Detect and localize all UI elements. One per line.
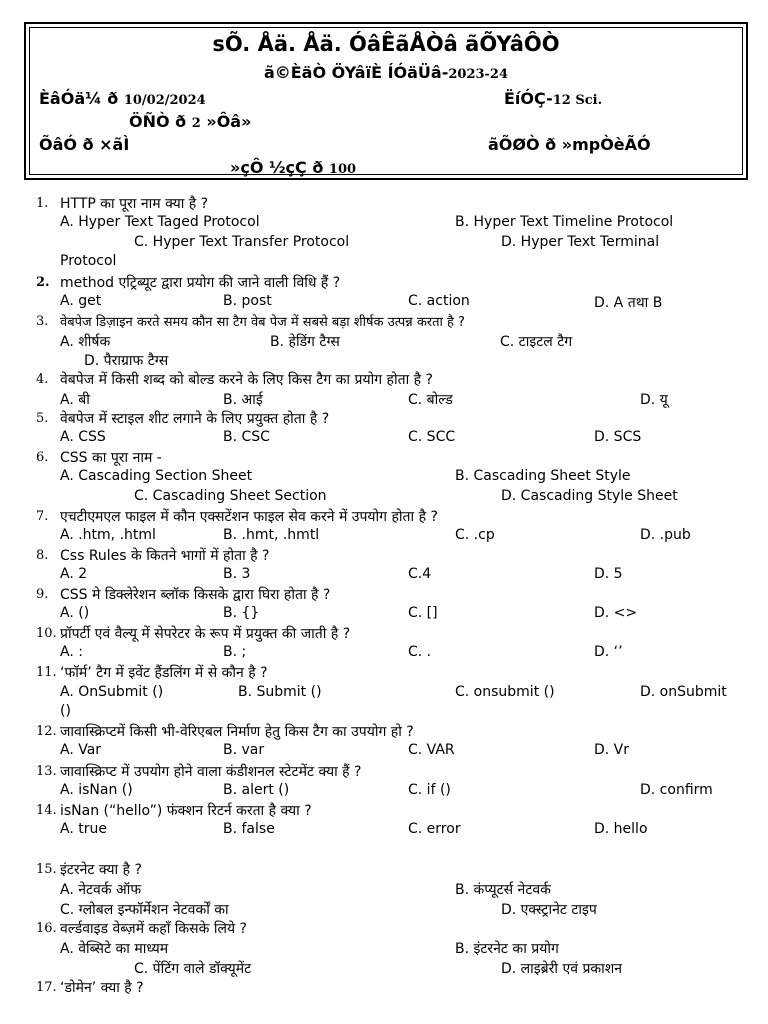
option: A. बी bbox=[60, 392, 90, 408]
date-value: 10/02/2024 bbox=[123, 93, 206, 108]
option: D. A तथा B bbox=[594, 295, 663, 311]
question-number: 14. bbox=[36, 803, 57, 818]
question-text: CSS मे डिक्लेरेशन ब्लॉक किसके द्वारा घिरा होता है ? bbox=[60, 587, 331, 603]
subject-row bbox=[129, 112, 251, 131]
option: A. वेब्सिटे का माध्यम bbox=[60, 941, 169, 957]
subject-name: »Ôâ» bbox=[206, 112, 252, 131]
option-continuation: Protocol bbox=[60, 253, 117, 269]
question-text: Css Rules के कितने भागों में होता है ? bbox=[60, 548, 270, 564]
option: C. Cascading Sheet Section bbox=[134, 488, 327, 504]
option: C. बोल्ड bbox=[408, 392, 453, 408]
marks-label: »çÔ ½çÇ ð bbox=[230, 158, 324, 177]
class-label: ËíÓÇ- bbox=[504, 89, 553, 108]
class-row bbox=[504, 89, 602, 108]
marks-value: 100 bbox=[328, 162, 357, 177]
option: D. Cascading Style Sheet bbox=[501, 488, 678, 504]
question-text: जावास्क्रिप्टमें किसी भी-वेरिएबल निर्माण हेतु किस टैग का उपयोग हो ? bbox=[60, 724, 414, 740]
option: A. isNan () bbox=[60, 782, 133, 798]
option: D. <> bbox=[594, 605, 638, 621]
option: B. Hyper Text Timeline Protocol bbox=[455, 214, 674, 230]
date-row bbox=[39, 89, 206, 108]
header-inner-border bbox=[29, 27, 743, 175]
date-label: ÈâÓä¼ ð bbox=[39, 89, 119, 108]
option: B. आई bbox=[223, 392, 263, 408]
option: A. () bbox=[60, 605, 90, 621]
option: D. एक्स्ट्रानेट टाइप bbox=[501, 902, 597, 918]
option: B. इंटरनेट का प्रयोग bbox=[455, 941, 559, 957]
question-number: 17. bbox=[36, 980, 57, 995]
question-number: 2. bbox=[36, 275, 50, 290]
name-label: ÕâÓ ð ×ãÌ bbox=[39, 135, 130, 154]
option: B. false bbox=[223, 821, 275, 837]
question-number: 13. bbox=[36, 764, 57, 779]
option: D. hello bbox=[594, 821, 648, 837]
option: A. शीर्षक bbox=[60, 334, 111, 350]
option: B. Submit () bbox=[238, 684, 322, 700]
subject-number: 2 bbox=[191, 116, 201, 131]
option: D. पैराग्राफ टैग्स bbox=[84, 353, 169, 369]
school-name: sÕ. Åä. Åä. ÓâÊãÅÒâ ãÕYâÔÒ bbox=[212, 32, 560, 56]
option: C. action bbox=[408, 293, 470, 309]
question-number: 5. bbox=[36, 411, 49, 426]
option: C. ग्लोबल इन्फॉर्मेशन नेटवर्कों का bbox=[60, 902, 229, 918]
time-label: ãÕØÒ ð »mpÒèÃÓ bbox=[488, 135, 651, 154]
option-continuation: () bbox=[60, 703, 71, 719]
question-text: HTTP का पूरा नाम क्या है ? bbox=[60, 196, 209, 212]
question-text: ‘फॉर्म’ टैग में इवेंट हैंडलिंग में से कौन है ? bbox=[60, 665, 268, 681]
question-number: 6. bbox=[36, 450, 49, 465]
option: C. error bbox=[408, 821, 461, 837]
question-text: जावास्क्रिप्ट में उपयोग होने वाला कंडीशनल स्टेटमेंट क्या हैं ? bbox=[60, 764, 362, 780]
marks-row bbox=[230, 158, 356, 177]
option: C. . bbox=[408, 644, 432, 660]
question-text: वर्ल्डवाइड वेब्ज़में कहाँ किसके लिये ? bbox=[60, 921, 247, 937]
question-number: 3. bbox=[36, 314, 49, 329]
option: D. Vr bbox=[594, 742, 630, 758]
question-number: 4. bbox=[36, 372, 49, 387]
option: B. कंप्यूटर्स नेटवर्क bbox=[455, 882, 551, 898]
question-number: 7. bbox=[36, 509, 49, 524]
option: D. SCS bbox=[594, 429, 642, 445]
question-text: method एट्रिब्यूट द्वारा प्रयोग की जाने वाली विधि हैं ? bbox=[60, 275, 341, 291]
question-number: 11. bbox=[36, 665, 57, 680]
question-text: एचटीएमएल फाइल में कौन एक्सटेंशन फाइल सेव करने में उपयोग होता है ? bbox=[60, 509, 438, 525]
option: B. Cascading Sheet Style bbox=[455, 468, 631, 484]
option: C. [] bbox=[408, 605, 438, 621]
option: A. CSS bbox=[60, 429, 106, 445]
option: C.4 bbox=[408, 566, 432, 582]
option: B. हेडिंग टैग्स bbox=[270, 334, 340, 350]
option: C. Hyper Text Transfer Protocol bbox=[134, 234, 350, 250]
option: D. .pub bbox=[640, 527, 691, 543]
question-text: CSS का पूरा नाम - bbox=[60, 450, 162, 466]
question-number: 1. bbox=[36, 196, 49, 211]
option: B. 3 bbox=[223, 566, 251, 582]
option: C. .cp bbox=[455, 527, 495, 543]
option: C. पेंटिंग वाले डॉक्यूमेंट bbox=[134, 961, 252, 977]
question-text: प्रॉपर्टी एवं वैल्यू में सेपरेटर के रूप में प्रयुक्त की जाती है ? bbox=[60, 626, 351, 642]
option: C. टाइटल टैग bbox=[500, 334, 573, 350]
option: B. {} bbox=[223, 605, 260, 621]
question-number: 15. bbox=[36, 862, 57, 877]
option: D. Hyper Text Terminal bbox=[501, 234, 660, 250]
question-number: 12. bbox=[36, 724, 57, 739]
question-text: वेबपेज में स्टाइल शीट लगाने के लिए प्रयुक्त होता है ? bbox=[60, 411, 330, 427]
question-number: 9. bbox=[36, 587, 49, 602]
option: A. Hyper Text Taged Protocol bbox=[60, 214, 260, 230]
subject-label: ÖÑÒ ð bbox=[129, 112, 187, 131]
option: A. .htm, .html bbox=[60, 527, 156, 543]
option: A. OnSubmit () bbox=[60, 684, 164, 700]
option: D. लाइब्रेरी एवं प्रकाशन bbox=[501, 961, 623, 977]
question-text: इंटरनेट क्या है ? bbox=[60, 862, 142, 878]
option: D. onSubmit bbox=[640, 684, 727, 700]
option: A. get bbox=[60, 293, 102, 309]
option: D. confirm bbox=[640, 782, 713, 798]
option: D. यू bbox=[640, 392, 668, 408]
question-text: isNan (“hello”) फंक्शन रिटर्न करता है क्या ? bbox=[60, 803, 312, 819]
option: A. Var bbox=[60, 742, 102, 758]
option: B. CSC bbox=[223, 429, 270, 445]
option: A. : bbox=[60, 644, 83, 660]
option: B. .hmt, .hmtl bbox=[223, 527, 320, 543]
exam-name: ã©ÈäÒ ÖYâïÈ ÍÓäÜâ- bbox=[263, 63, 449, 82]
option: D. ‘’ bbox=[594, 644, 623, 660]
option: B. var bbox=[223, 742, 265, 758]
exam-title bbox=[30, 63, 742, 82]
question-text: ‘डोमेन’ क्या है ? bbox=[60, 980, 144, 996]
question-text: वेबपेज डिज़ाइन करते समय कौन सा टैग वेब पेज में सबसे बड़ा शीर्षक उत्पन्न करता है ? bbox=[60, 315, 465, 330]
option: A. 2 bbox=[60, 566, 88, 582]
option: A. true bbox=[60, 821, 107, 837]
option: B. alert () bbox=[223, 782, 290, 798]
header-box bbox=[24, 22, 748, 180]
option: D. 5 bbox=[594, 566, 623, 582]
option: A. Cascading Section Sheet bbox=[60, 468, 253, 484]
option: C. VAR bbox=[408, 742, 455, 758]
option: A. नेटवर्क ऑफ bbox=[60, 882, 142, 898]
question-number: 8. bbox=[36, 548, 49, 563]
option: B. ; bbox=[223, 644, 247, 660]
question-text: वेबपेज में किसी शब्द को बोल्ड करने के लिए किस टैग का प्रयोग होता है ? bbox=[60, 372, 433, 388]
option: B. post bbox=[223, 293, 272, 309]
option: C. SCC bbox=[408, 429, 456, 445]
option: C. if () bbox=[408, 782, 451, 798]
option: C. onsubmit () bbox=[455, 684, 555, 700]
session-year: 2023-24 bbox=[448, 67, 509, 82]
question-number: 10. bbox=[36, 626, 57, 641]
question-number: 16. bbox=[36, 921, 57, 936]
class-value: 12 Sci. bbox=[552, 93, 603, 108]
